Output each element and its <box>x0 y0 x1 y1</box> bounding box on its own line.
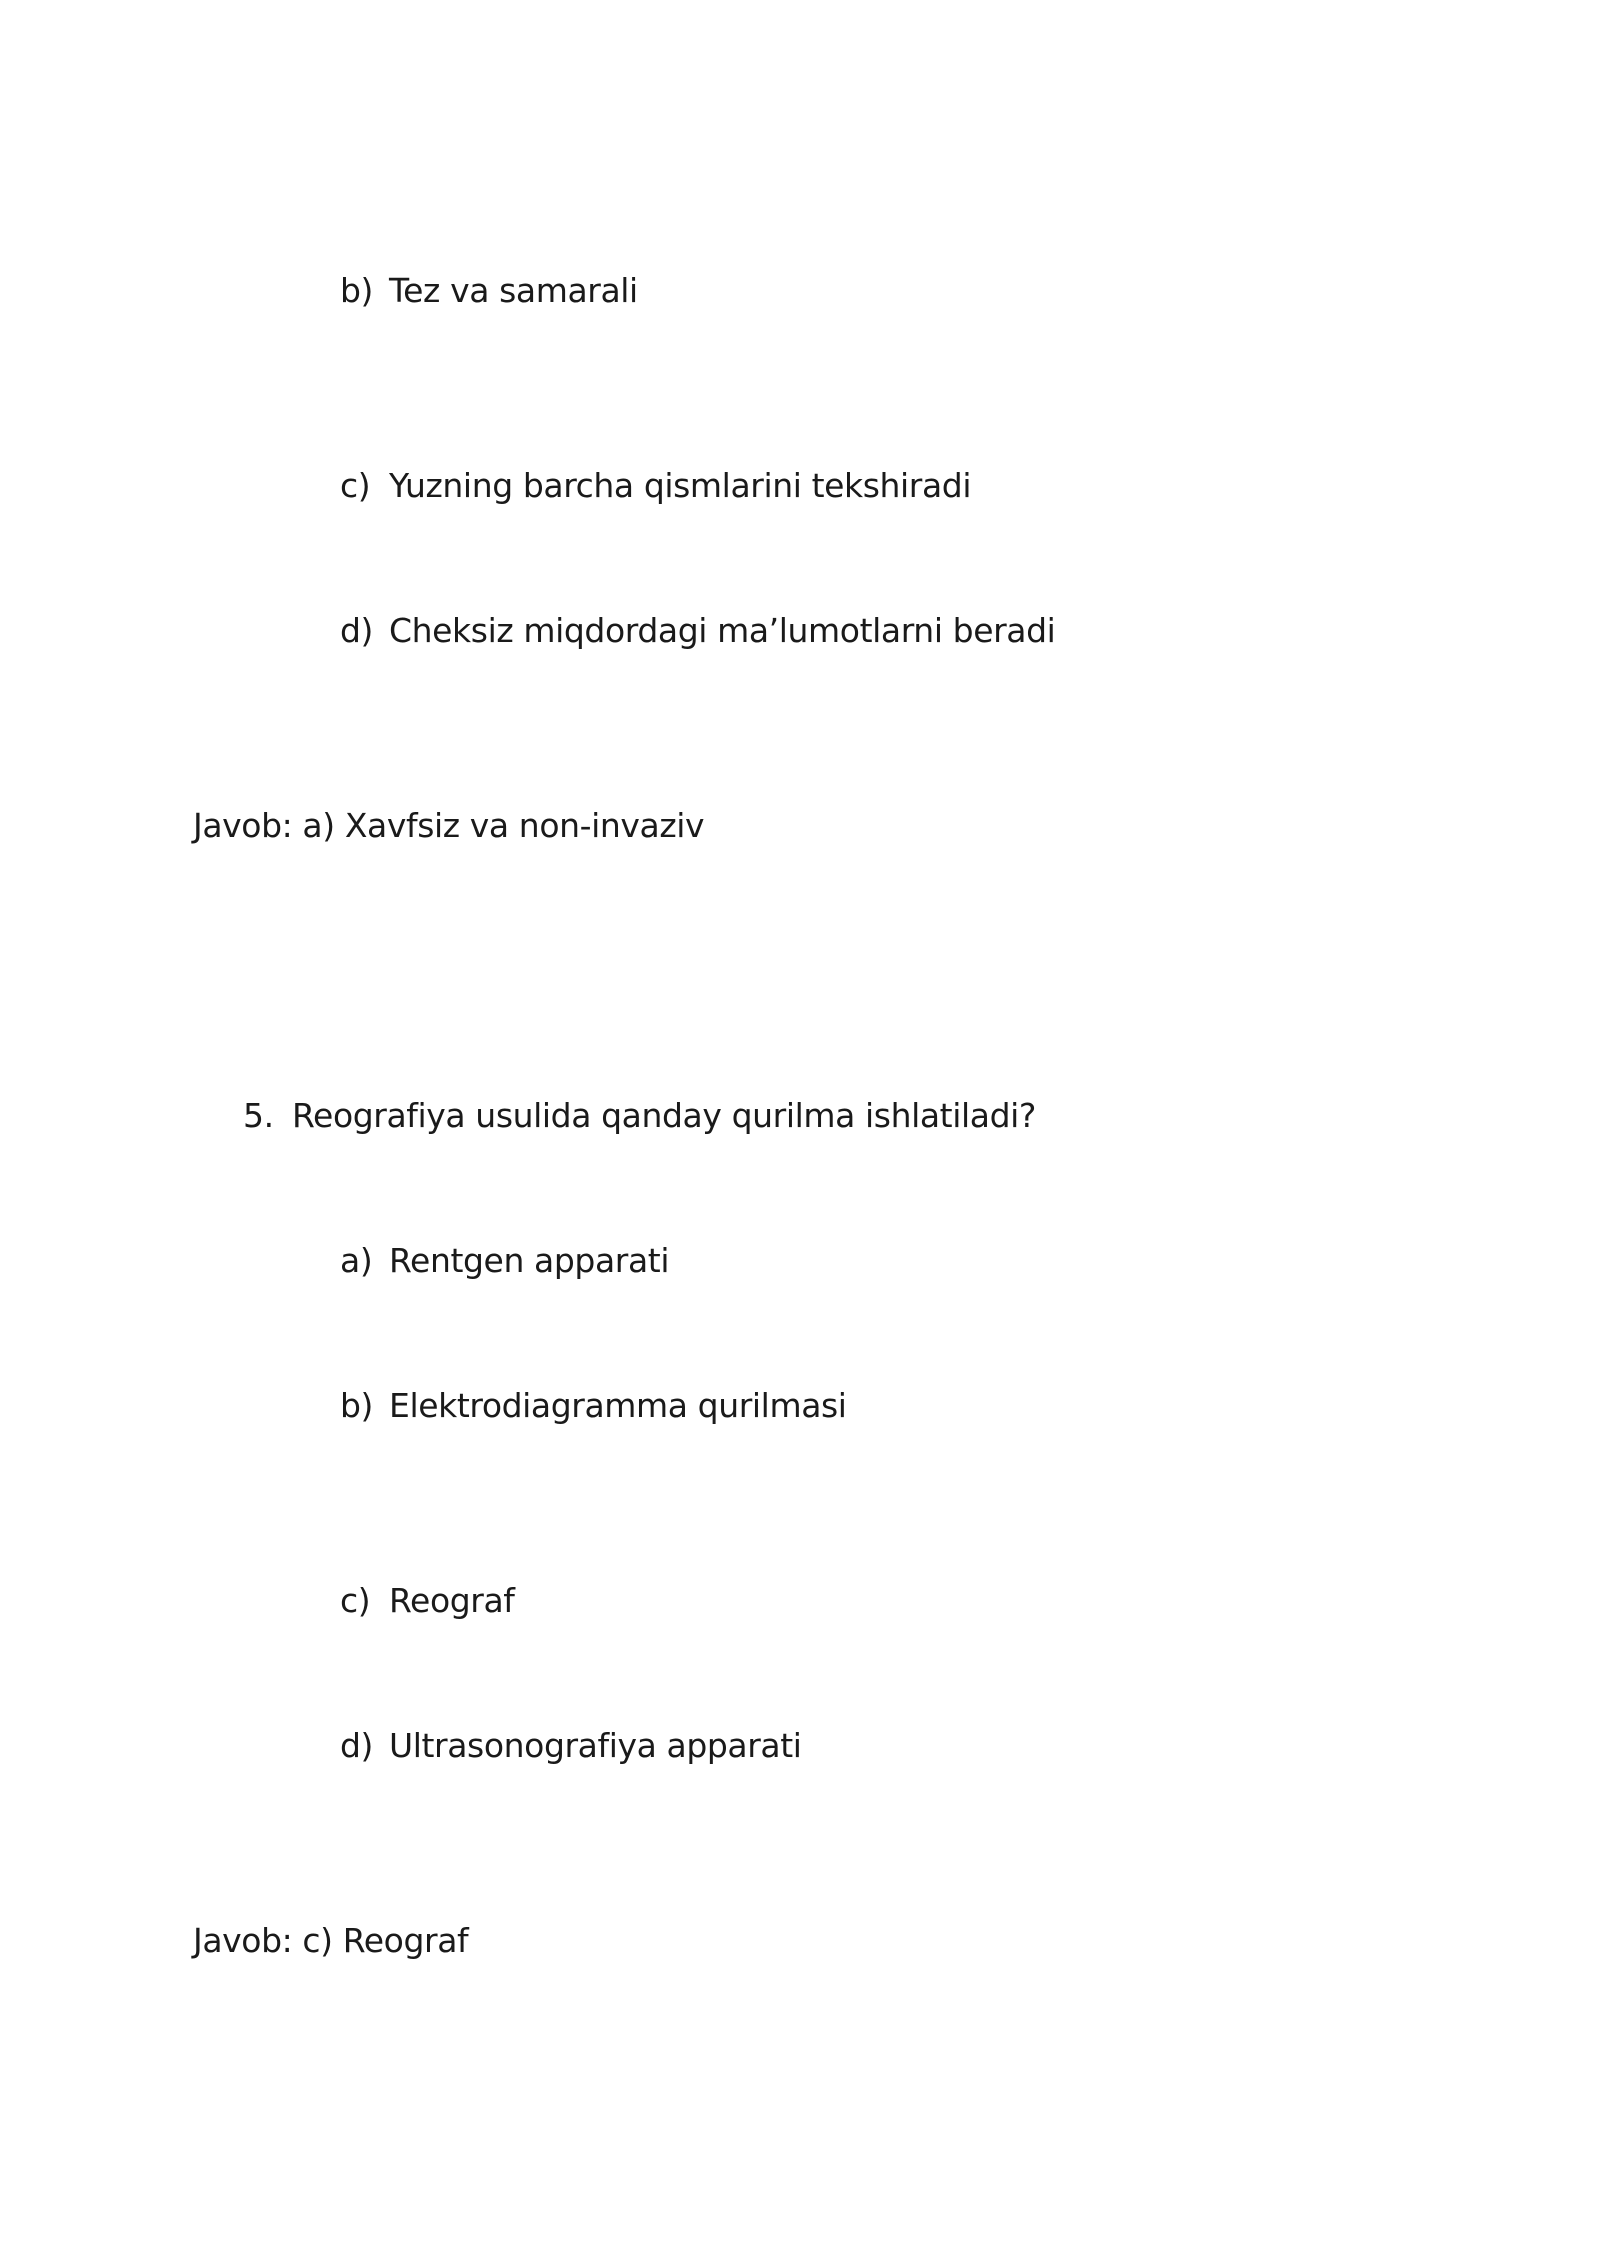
option-text: Rentgen apparati <box>389 1241 670 1280</box>
option-letter: b) <box>340 1386 374 1425</box>
option-text: Reograf <box>389 1581 515 1620</box>
question-number: 5. <box>243 1096 274 1135</box>
answer-line: Javob: a) Xavfsiz va non-invaziv <box>193 806 705 845</box>
option-c <box>340 1579 1240 1623</box>
option-letter: c) <box>340 1581 371 1620</box>
answer-line: Javob: c) Reograf <box>193 1921 469 1960</box>
option-text: Tez va samarali <box>389 271 638 310</box>
option-letter: a) <box>340 1241 373 1280</box>
option-c <box>340 464 1240 508</box>
option-d <box>340 609 1240 653</box>
option-letter: c) <box>340 466 371 505</box>
option-text: Cheksiz miqdordagi ma’lumotlarni beradi <box>389 611 1056 650</box>
question-5 <box>243 1094 1343 1138</box>
option-text: Elektrodiagramma qurilmasi <box>389 1386 847 1425</box>
option-letter: b) <box>340 271 374 310</box>
option-text: Ultrasonografiya apparati <box>389 1726 802 1765</box>
option-letter: d) <box>340 1726 374 1765</box>
option-b <box>340 269 1240 313</box>
option-b <box>340 1384 1240 1428</box>
option-text: Yuzning barcha qismlarini tekshiradi <box>389 466 972 505</box>
option-letter: d) <box>340 611 374 650</box>
option-d <box>340 1724 1240 1768</box>
option-a <box>340 1239 1240 1283</box>
question-text: Reografiya usulida qanday qurilma ishlatiladi? <box>292 1096 1037 1135</box>
